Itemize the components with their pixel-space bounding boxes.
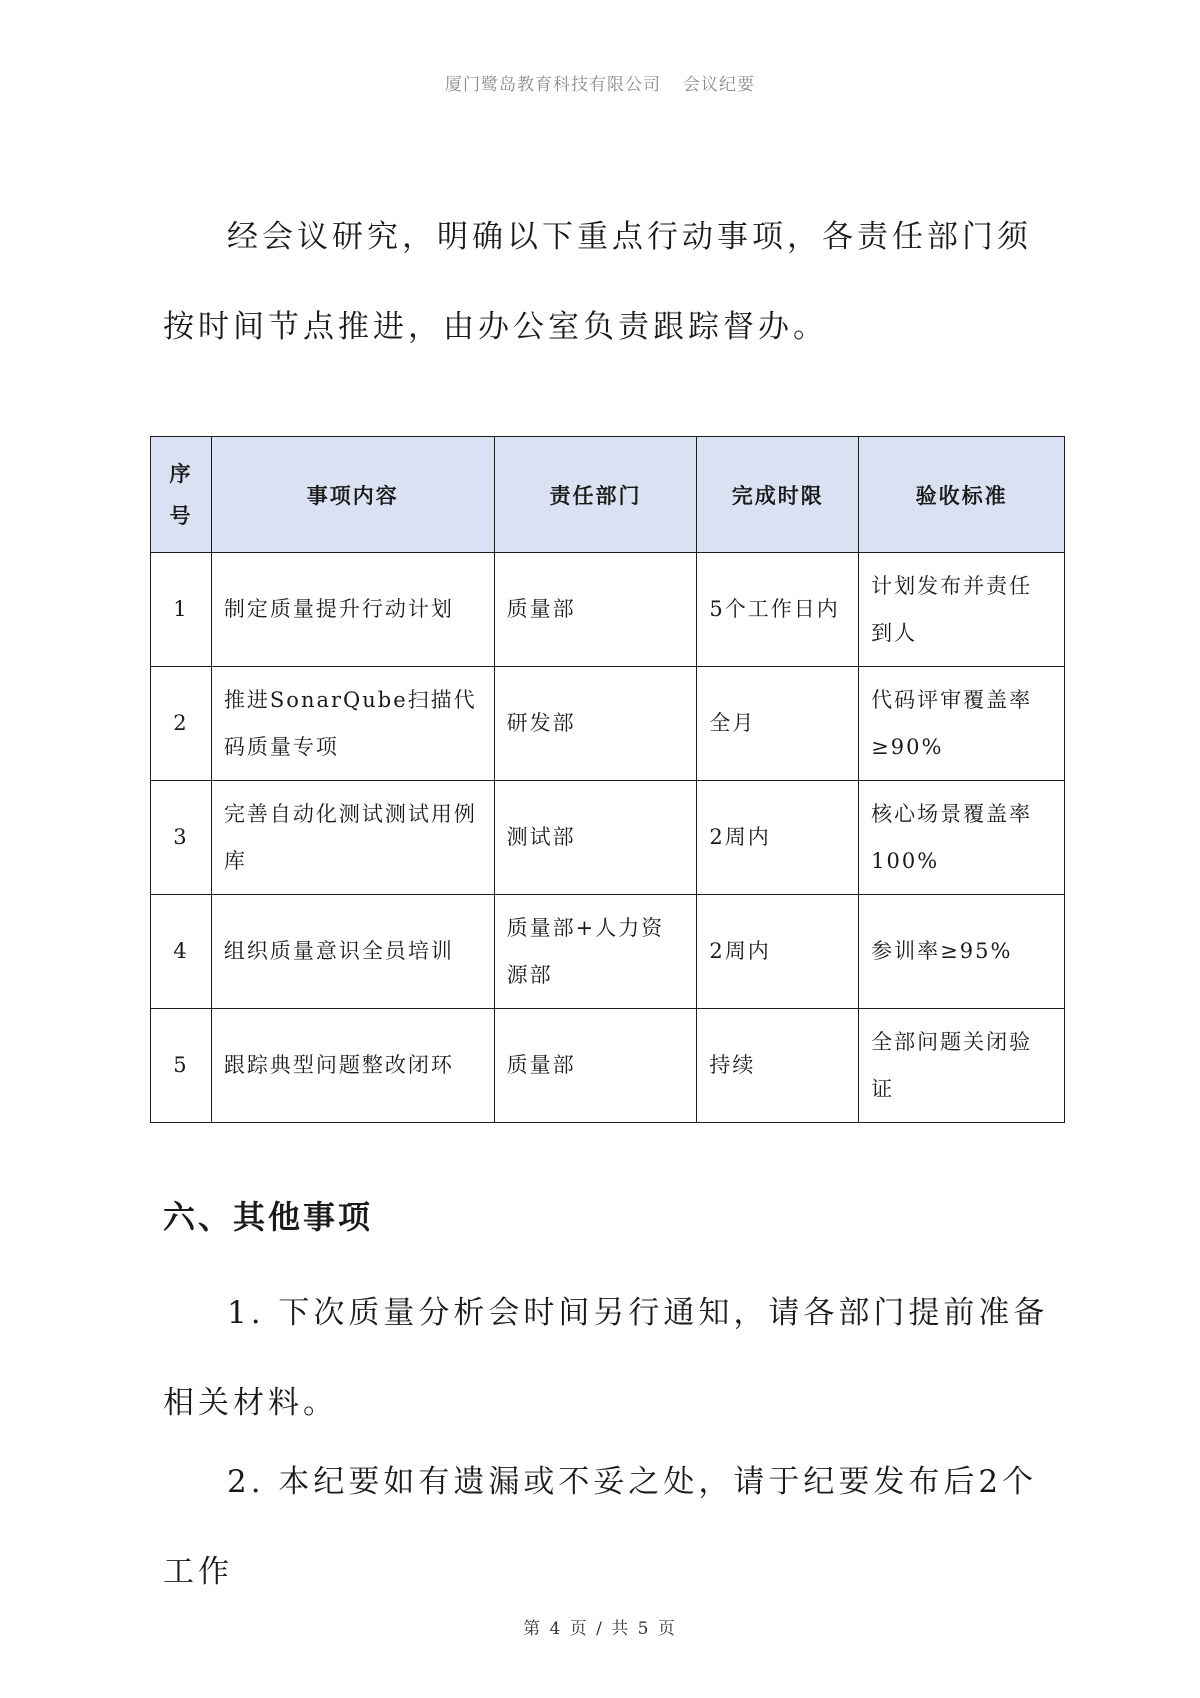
list-item: 1. 下次质量分析会时间另行通知，请各部门提前准备相关材料。 [163,1295,1049,1421]
item-department: 质量部 [494,1009,697,1123]
item-deadline: 持续 [697,1009,859,1123]
item-criteria: 全部问题关闭验证 [859,1009,1065,1123]
item-department: 测试部 [494,781,697,895]
column-header-deadline: 完成时限 [697,437,859,553]
row-number: 1 [151,553,212,667]
row-number: 3 [151,781,212,895]
item-content: 跟踪典型问题整改闭环 [211,1009,494,1123]
item-deadline: 全月 [697,667,859,781]
header-doc-type: 会议纪要 [683,75,755,95]
table-row [151,895,1065,1009]
row-number: 5 [151,1009,212,1123]
item-department: 研发部 [494,667,697,781]
item-content: 制定质量提升行动计划 [211,553,494,667]
row-number: 2 [151,667,212,781]
item-content: 组织质量意识全员培训 [211,895,494,1009]
action-items-table [150,436,1065,1123]
table-row [151,553,1065,667]
item-deadline: 5个工作日内 [697,553,859,667]
table-row [151,1009,1065,1123]
table-row [151,781,1065,895]
column-header-criteria: 验收标准 [859,437,1065,553]
item-criteria: 计划发布并责任到人 [859,553,1065,667]
item-deadline: 2周内 [697,895,859,1009]
item-department: 质量部+人力资源部 [494,895,697,1009]
item-deadline: 2周内 [697,781,859,895]
table-header-row [151,437,1065,553]
list-item: 2. 本纪要如有遗漏或不妥之处，请于纪要发布后2个工作 [163,1464,1038,1590]
column-header-content: 事项内容 [211,437,494,553]
column-header-no: 序号 [151,437,212,553]
running-header [0,70,1200,95]
item-criteria: 核心场景覆盖率100% [859,781,1065,895]
row-number: 4 [151,895,212,1009]
item-content: 推进SonarQube扫描代码质量专项 [211,667,494,781]
page-number-footer: 第 4 页 / 共 5 页 [523,1619,677,1639]
item-criteria: 代码评审覆盖率≥90% [859,667,1065,781]
item-department: 质量部 [494,553,697,667]
intro-paragraph: 经会议研究，明确以下重点行动事项，各责任部门须按时间节点推进，由办公室负责跟踪督办。 [163,219,1032,345]
table-row [151,667,1065,781]
item-content: 完善自动化测试测试用例库 [211,781,494,895]
column-header-department: 责任部门 [494,437,697,553]
section-heading: 六、其他事项 [163,1198,374,1236]
header-company: 厦门鹭岛教育科技有限公司 [445,75,661,95]
item-criteria: 参训率≥95% [859,895,1065,1009]
